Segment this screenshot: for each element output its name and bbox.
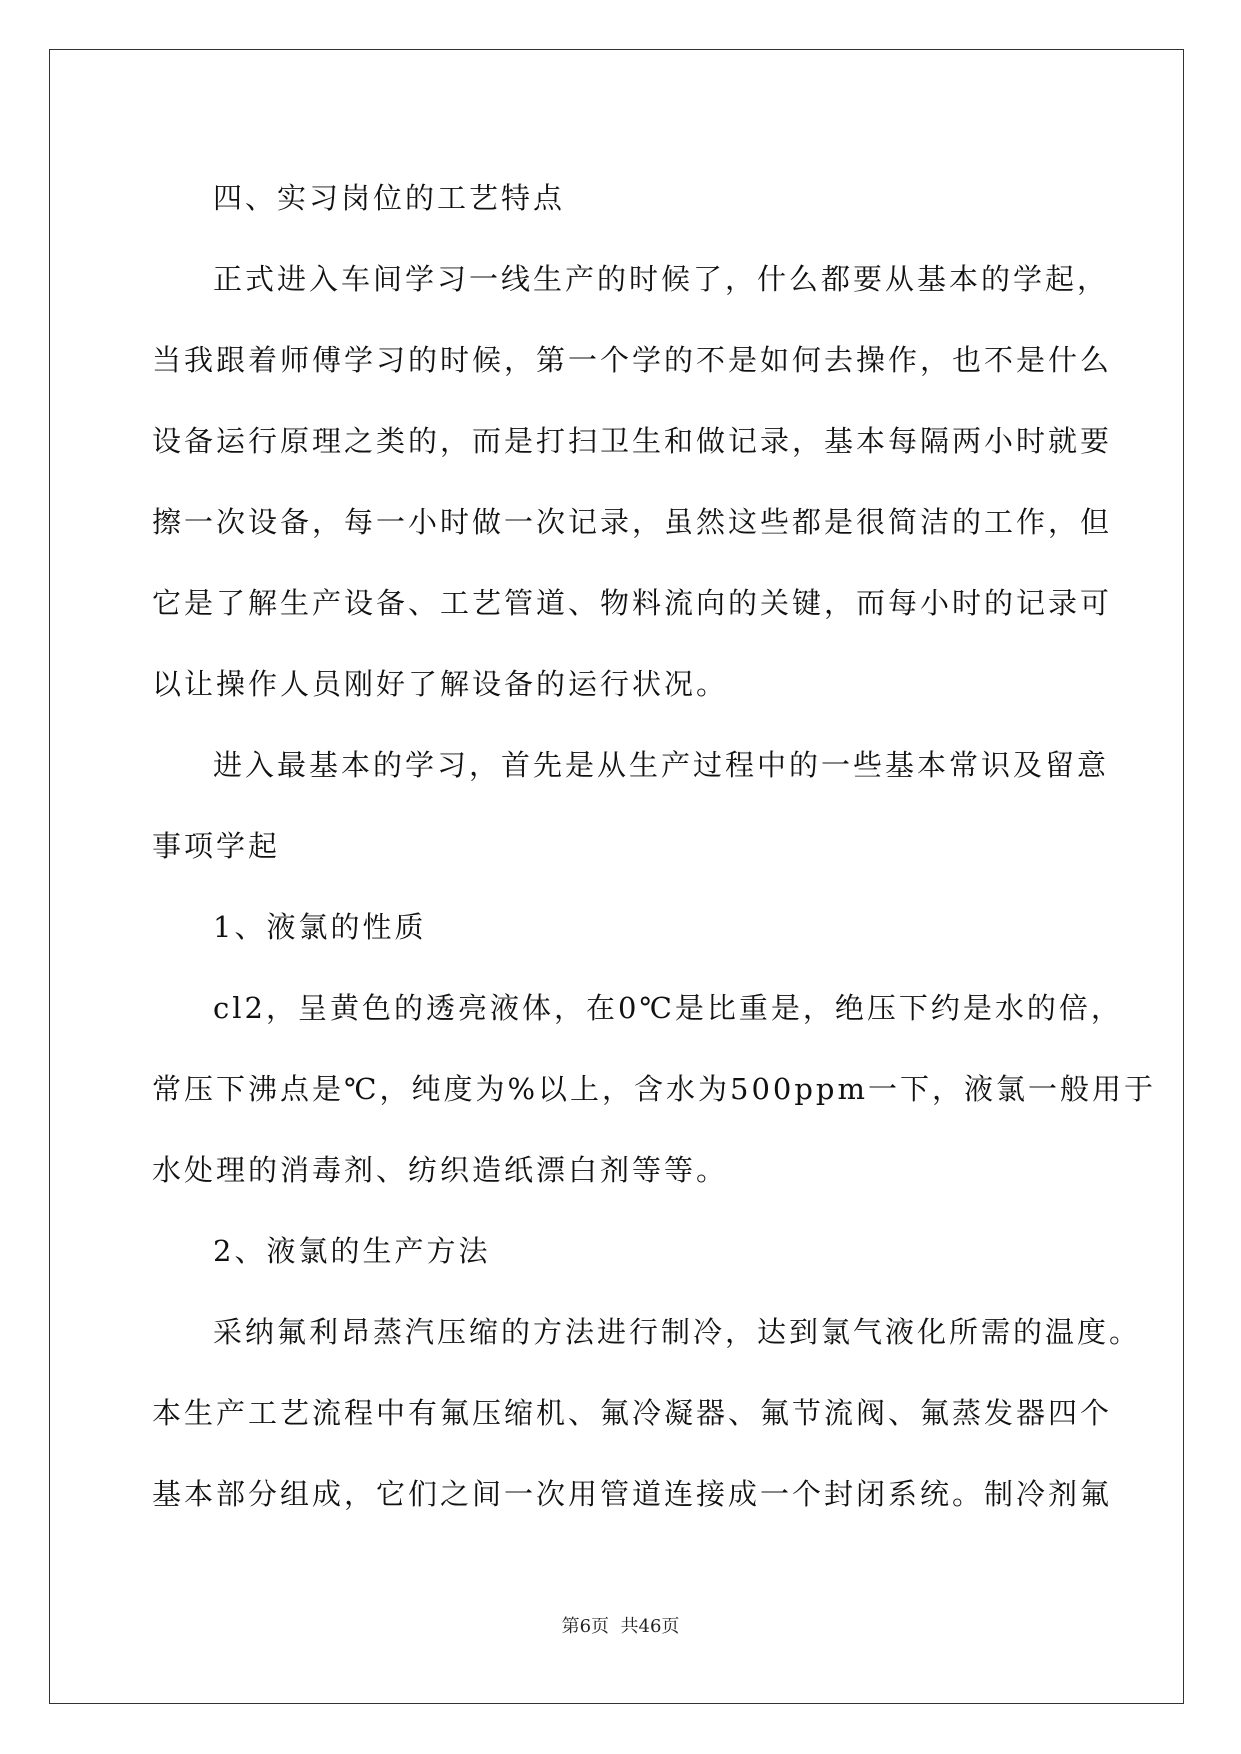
text-line: 它是了解生产设备、工艺管道、物料流向的关键，而每小时的记录可 <box>152 586 1113 620</box>
document-body <box>152 158 1156 1535</box>
section-heading: 2、液氯的生产方法 <box>213 1234 491 1268</box>
text-line: 擦一次设备，每一小时做一次记录，虽然这些都是很简洁的工作，但 <box>152 505 1113 539</box>
text-line: 设备运行原理之类的，而是打扫卫生和做记录，基本每隔两小时就要 <box>152 424 1113 458</box>
page-footer: 第6页 共46页 <box>561 1616 680 1637</box>
text-line: 基本部分组成，它们之间一次用管道连接成一个封闭系统。制冷剂氟 <box>152 1477 1113 1511</box>
text-line: 进入最基本的学习，首先是从生产过程中的一些基本常识及留意 <box>213 748 1110 782</box>
text-line: 以让操作人员刚好了解设备的运行状况。 <box>152 667 729 701</box>
text-line: 当我跟着师傅学习的时候，第一个学的不是如何去操作，也不是什么 <box>152 343 1113 377</box>
text-line: 本生产工艺流程中有氟压缩机、氟冷凝器、氟节流阀、氟蒸发器四个 <box>152 1396 1113 1430</box>
section-heading: 1、液氯的性质 <box>213 910 427 944</box>
text-line: 正式进入车间学习一线生产的时候了，什么都要从基本的学起， <box>213 262 1110 296</box>
text-line: 水处理的消毒剂、纺织造纸漂白剂等等。 <box>152 1153 729 1187</box>
text-line: 常压下沸点是℃，纯度为%以上，含水为500ppm一下，液氯一般用于 <box>152 1072 1156 1106</box>
text-line: 事项学起 <box>152 829 281 863</box>
text-line: 采纳氟利昂蒸汽压缩的方法进行制冷，达到氯气液化所需的温度。 <box>213 1315 1142 1349</box>
text-line: cl2，呈黄色的透亮液体，在0℃是比重是，绝压下约是水的倍， <box>213 991 1123 1025</box>
text-line: 四、实习岗位的工艺特点 <box>213 181 566 215</box>
